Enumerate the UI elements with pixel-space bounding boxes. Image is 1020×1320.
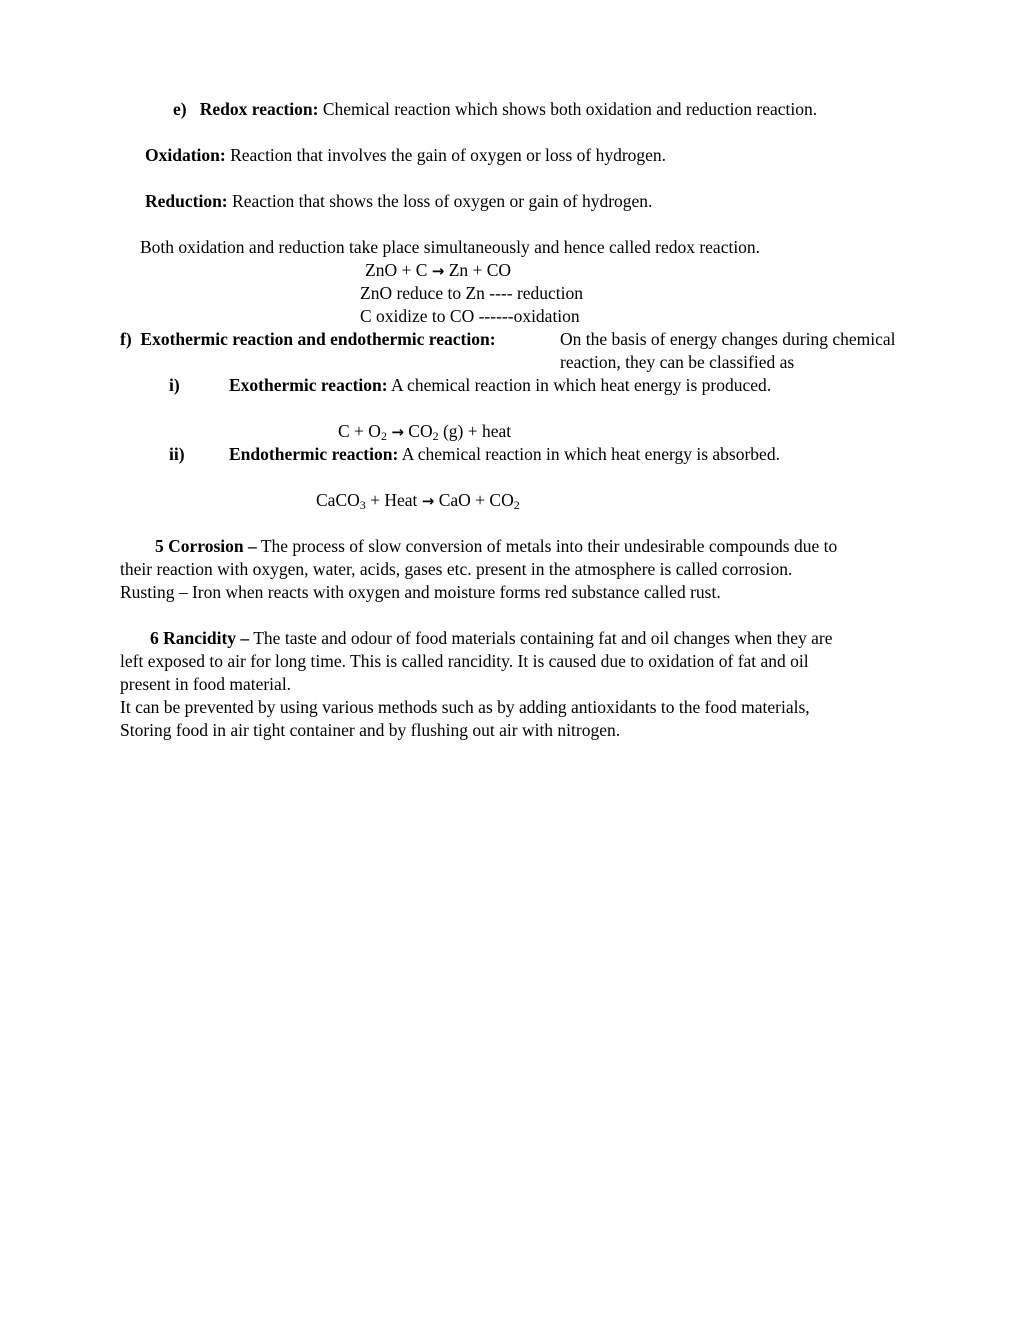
- equation-mid: + Heat: [365, 490, 422, 510]
- endothermic-equation: [316, 489, 520, 513]
- rancidity-line-2: left exposed to air for long time. This is called rancidity. It is caused due to oxidation of fat and oil: [120, 651, 809, 671]
- rancidity-line-4: It can be prevented by using various methods such as by adding antioxidants to the food materials,: [120, 697, 810, 717]
- reduction-line: [145, 190, 652, 213]
- equation-product: CO: [403, 421, 433, 441]
- equation-reactants: C + O: [338, 421, 381, 441]
- equation-reactant: CaCO: [316, 490, 360, 510]
- endothermic-line: [229, 443, 780, 466]
- exothermic-definition: A chemical reaction in which heat energy is produced.: [387, 375, 772, 395]
- list-marker-f: f): [120, 329, 132, 349]
- corrosion-text-1: The process of slow conversion of metals into their undesirable compounds due to: [256, 536, 838, 556]
- redox-equation: [365, 259, 511, 283]
- oxidation-term: Oxidation:: [145, 145, 226, 165]
- reaction-arrow-icon: →: [421, 492, 435, 510]
- exothermic-line: [229, 374, 771, 397]
- redox-heading-line: [173, 98, 817, 121]
- reduction-term: Reduction:: [145, 191, 228, 211]
- subscript: 3: [359, 498, 366, 512]
- rancidity-heading: 6 Rancidity –: [150, 628, 250, 648]
- thermal-intro-1: On the basis of energy changes during chemical: [560, 329, 896, 349]
- redox-simultaneous-text: Both oxidation and reduction take place simultaneously and hence called redox reaction.: [140, 237, 761, 257]
- endothermic-definition: A chemical reaction in which heat energy is absorbed.: [398, 444, 780, 464]
- equation-products: Zn + CO: [444, 260, 512, 280]
- exo-marker: [169, 374, 180, 397]
- list-marker-e: e): [173, 99, 187, 119]
- corrosion-heading: 5 Corrosion –: [155, 536, 257, 556]
- redox-definition: Chemical reaction which shows both oxidation and reduction reaction.: [318, 99, 818, 119]
- corrosion-line-3: Rusting – Iron when reacts with oxygen and moisture forms red substance called rust.: [120, 582, 721, 602]
- equation-rest: (g) + heat: [438, 421, 512, 441]
- subscript: 2: [380, 429, 387, 443]
- reaction-arrow-icon: →: [391, 423, 404, 441]
- oxidation-definition: Reaction that involves the gain of oxygen or loss of hydrogen.: [225, 145, 667, 165]
- subscript: 2: [432, 429, 439, 443]
- thermal-intro-2: reaction, they can be classified as: [560, 352, 795, 372]
- reduction-definition: Reaction that shows the loss of oxygen or gain of hydrogen.: [227, 191, 653, 211]
- corrosion-line-1: [155, 535, 837, 558]
- rancidity-line-1: [150, 627, 833, 650]
- redox-term: Redox reaction:: [199, 99, 319, 119]
- oxidation-line: [145, 144, 666, 167]
- corrosion-line-2: their reaction with oxygen, water, acids, gases etc. present in the atmosphere is called corrosion.: [120, 559, 793, 579]
- oxidation-note: C oxidize to CO ------oxidation: [360, 306, 580, 326]
- exothermic-term: Exothermic reaction:: [229, 375, 388, 395]
- thermal-heading-line: [120, 328, 496, 351]
- equation-reactants: ZnO + C: [365, 260, 432, 280]
- endo-marker: [169, 443, 185, 466]
- subscript: 2: [513, 498, 520, 512]
- reduction-note: ZnO reduce to Zn ---- reduction: [360, 283, 584, 303]
- rancidity-line-3: present in food material.: [120, 674, 292, 694]
- rancidity-text-1: The taste and odour of food materials containing fat and oil changes when they are: [249, 628, 833, 648]
- reaction-arrow-icon: →: [431, 262, 445, 280]
- list-marker-i: i): [169, 375, 180, 395]
- thermal-heading: Exothermic reaction and endothermic reaction:: [140, 329, 496, 349]
- list-marker-ii: ii): [169, 444, 185, 464]
- exothermic-equation: [338, 420, 511, 444]
- equation-products: CaO + CO: [434, 490, 514, 510]
- endothermic-term: Endothermic reaction:: [229, 444, 399, 464]
- rancidity-line-5: Storing food in air tight container and by flushing out air with nitrogen.: [120, 720, 621, 740]
